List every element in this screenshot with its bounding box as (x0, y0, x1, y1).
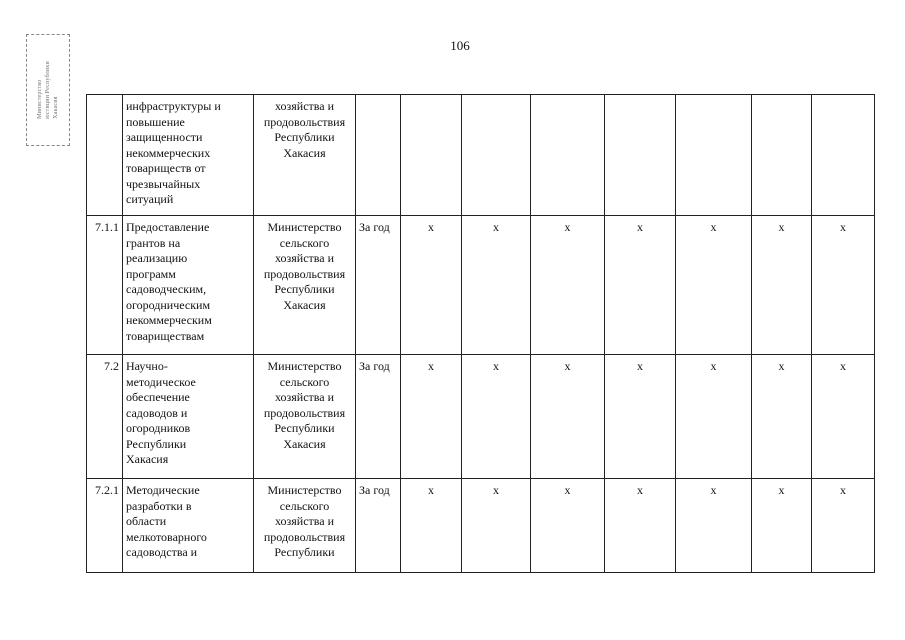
row-number: 7.2.1 (87, 479, 123, 573)
executor-text: хозяйства и продовольствия Республики Хакасия (263, 99, 346, 160)
activity-name-text: инфраструктуры и повышение защищенности некоммерческих товариществ от чрезвычайных ситуаций (126, 99, 221, 206)
registration-stamp (26, 34, 70, 146)
activity-name (123, 216, 254, 355)
mark-cell (462, 95, 531, 216)
stamp-line: Министерство (37, 79, 43, 119)
executor (254, 479, 356, 573)
executor-text: Министерство сельского хозяйства и продовольствия Республики Хакасия (263, 220, 346, 312)
row-number: 7.2 (87, 355, 123, 479)
mark-cell: х (401, 479, 462, 573)
executor-text: Министерство сельского хозяйства и продовольствия Республики (263, 483, 346, 559)
mark-cell: х (676, 216, 752, 355)
mark-cell: х (462, 479, 531, 573)
mark-cell: х (462, 355, 531, 479)
executor (254, 95, 356, 216)
stamp-line: Хакасия (53, 96, 59, 119)
mark-cell (605, 95, 676, 216)
mark-cell: х (462, 216, 531, 355)
mark-cell (401, 95, 462, 216)
mark-cell: х (531, 479, 605, 573)
mark-cell (752, 95, 812, 216)
period (356, 95, 401, 216)
stamp-line: юстиции Республики (45, 61, 51, 119)
period: За год (356, 355, 401, 479)
mark-cell: х (812, 479, 875, 573)
activity-name-text: Методические разработки в области мелкотоварного садоводства и (126, 483, 207, 559)
period: За год (356, 479, 401, 573)
mark-cell: х (401, 216, 462, 355)
mark-cell: х (812, 355, 875, 479)
activity-name (123, 479, 254, 573)
table-row (87, 479, 875, 573)
activity-name (123, 95, 254, 216)
stamp-text (36, 61, 60, 119)
mark-cell: х (676, 355, 752, 479)
mark-cell: х (605, 216, 676, 355)
mark-cell: х (752, 355, 812, 479)
mark-cell (676, 95, 752, 216)
mark-cell: х (812, 216, 875, 355)
mark-cell (812, 95, 875, 216)
executor-text: Министерство сельского хозяйства и продовольствия Республики Хакасия (263, 359, 346, 451)
row-number (87, 95, 123, 216)
executor (254, 216, 356, 355)
mark-cell: х (531, 355, 605, 479)
table-row (87, 355, 875, 479)
period: За год (356, 216, 401, 355)
mark-cell: х (605, 479, 676, 573)
program-table (86, 94, 875, 573)
mark-cell: х (531, 216, 605, 355)
activity-name (123, 355, 254, 479)
page-number: 106 (450, 38, 470, 53)
executor (254, 355, 356, 479)
table-row (87, 216, 875, 355)
row-number: 7.1.1 (87, 216, 123, 355)
mark-cell: х (401, 355, 462, 479)
mark-cell: х (676, 479, 752, 573)
mark-cell (531, 95, 605, 216)
mark-cell: х (752, 216, 812, 355)
activity-name-text: Предоставление грантов на реализацию программ садоводческим, огородническим некоммерческим товариществам (126, 220, 212, 343)
mark-cell: х (752, 479, 812, 573)
table-row (87, 95, 875, 216)
activity-name-text: Научно- методическое обеспечение садоводов и огородников Республики Хакасия (126, 359, 196, 466)
mark-cell: х (605, 355, 676, 479)
